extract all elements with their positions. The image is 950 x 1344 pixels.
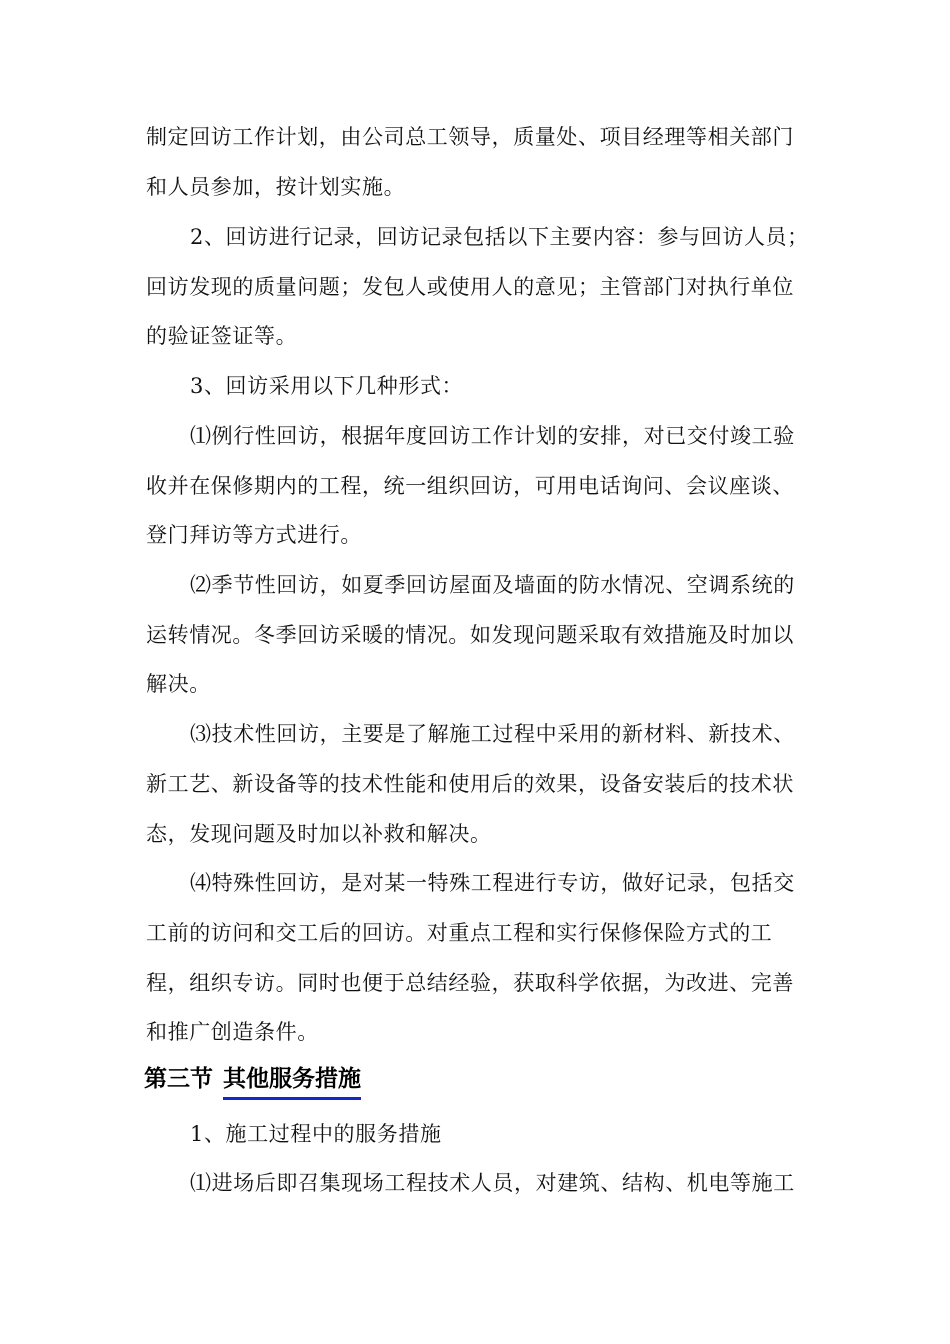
- paragraph-line: 2、回访进行记录，回访记录包括以下主要内容：参与回访人员；: [190, 225, 809, 249]
- paragraph-line: ⑵季节性回访，如夏季回访屋面及墙面的防水情况、空调系统的: [190, 573, 795, 597]
- paragraph-line: 回访发现的质量问题；发包人或使用人的意见；主管部门对执行单位: [146, 275, 794, 299]
- paragraph-line: 新工艺、新设备等的技术性能和使用后的效果，设备安装后的技术状: [146, 772, 794, 796]
- paragraph-line: ⑴进场后即召集现场工程技术人员，对建筑、结构、机电等施工: [190, 1171, 795, 1195]
- paragraph-line: 3、回访采用以下几种形式：: [190, 374, 464, 398]
- paragraph-line: 登门拜访等方式进行。: [146, 523, 362, 547]
- paragraph-line: 和推广创造条件。: [146, 1020, 319, 1044]
- paragraph-line: 的验证签证等。: [146, 324, 298, 348]
- section-heading: [144, 1062, 361, 1100]
- paragraph-line: 和人员参加，按计划实施。: [146, 175, 406, 199]
- paragraph-line: 制定回访工作计划，由公司总工领导，质量处、项目经理等相关部门: [146, 125, 794, 149]
- paragraph-line: 收并在保修期内的工程，统一组织回访，可用电话询问、会议座谈、: [146, 474, 794, 498]
- paragraph-line: 运转情况。冬季回访采暖的情况。如发现问题采取有效措施及时加以: [146, 623, 794, 647]
- paragraph-line: ⑴例行性回访，根据年度回访工作计划的安排，对已交付竣工验: [190, 424, 795, 448]
- paragraph-line: ⑶技术性回访，主要是了解施工过程中采用的新材料、新技术、: [190, 722, 795, 746]
- paragraph-line: 工前的访问和交工后的回访。对重点工程和实行保修保险方式的工: [146, 921, 773, 945]
- section-number: 第三节: [144, 1066, 213, 1092]
- section-title[interactable]: 其他服务措施: [223, 1062, 361, 1100]
- paragraph-line: ⑷特殊性回访，是对某一特殊工程进行专访，做好记录，包括交: [190, 871, 795, 895]
- paragraph-line: 解决。: [146, 672, 211, 696]
- paragraph-line: 程，组织专访。同时也便于总结经验，获取科学依据，为改进、完善: [146, 971, 794, 995]
- paragraph-line: 态，发现问题及时加以补救和解决。: [146, 822, 492, 846]
- paragraph-line: 1、施工过程中的服务措施: [190, 1122, 442, 1146]
